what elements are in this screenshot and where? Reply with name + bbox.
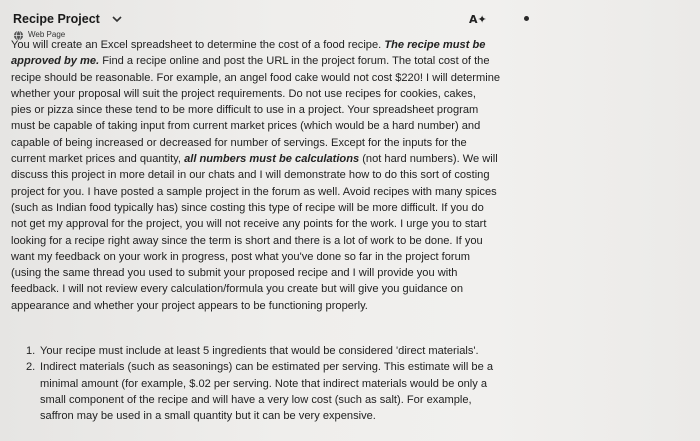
content-type-text: Web Page	[28, 30, 66, 39]
ai-assistant-icon[interactable]	[467, 11, 489, 27]
requirements-list	[26, 343, 536, 424]
text-line: looking for a recipe right away since the term is short and there is a lot of work to be done. If you	[11, 234, 483, 247]
list-item-continuation: saffron may be used in a small quantity but it can be very expensive.	[40, 410, 376, 423]
text-line: (using the same thread you used to submit your proposed recipe and I will provide you with	[11, 267, 458, 280]
list-number: 2.	[26, 361, 36, 374]
text-line: project for you. I have posted a sample project in the forum as well. Avoid recipes with many spices	[11, 185, 497, 198]
list-item	[26, 343, 536, 359]
emphasis-text: The recipe must be	[384, 39, 486, 51]
text-line: appearance and whether your project appears to be functioning properly.	[11, 299, 368, 312]
page-title: Recipe Project	[13, 12, 100, 26]
text-line	[11, 151, 531, 167]
text-line: capable of being increased or decreased for number of servings. Except for the inputs for the	[11, 136, 467, 149]
emphasis-text: all numbers must be calculations	[184, 153, 360, 166]
list-item-continuation: small component of the recipe and will have a very low cost (such as salt). For example,	[40, 393, 472, 406]
more-options-icon[interactable]	[524, 16, 529, 21]
list-item-continuation: minimal amount (for example, $.02 per serving. Note that indirect materials would be only a	[40, 377, 488, 390]
text-line: discuss this project in more detail in our chats and I will demonstrate how to do this sort of costing	[11, 169, 490, 182]
text-line: not get my approval for the project, you will not receive any points for the work. I urge you to start	[11, 218, 487, 231]
text-run: current market prices and quantity,	[11, 153, 185, 166]
ai-label: A✦	[469, 13, 487, 26]
emphasis-text: approved by me.	[11, 55, 100, 68]
list-item-text: Your recipe must include at least 5 ingredients that would be considered 'direct materials'.	[40, 345, 479, 357]
text-line: whether your proposal will suit the project requirements. Do not use recipes for cookies, cakes,	[11, 87, 476, 100]
list-item-text: Indirect materials (such as seasonings) can be estimated per serving. This estimate will be a	[40, 361, 493, 374]
text-line: pies or pizza since these tend to be more difficult to use in a project. Your spreadsheet program	[11, 104, 479, 117]
page-header	[13, 10, 693, 30]
chevron-down-icon[interactable]	[111, 14, 123, 24]
text-line	[11, 37, 531, 53]
text-line	[11, 53, 531, 69]
text-run: Find a recipe online and post the URL in the project forum. The total cost of the	[99, 55, 490, 68]
list-number: 1.	[26, 345, 36, 357]
instructions-paragraph	[11, 37, 531, 314]
text-run: You will create an Excel spreadsheet to determine the cost of a food recipe.	[11, 39, 385, 51]
text-line: recipe should be reasonable. For example, an angel food cake would not cost $220! I will determine	[11, 71, 501, 84]
text-line: feedback. I will not review every calculation/formula you create but will give you guidance on	[11, 283, 463, 296]
text-run: (not hard numbers). We will	[359, 153, 498, 166]
text-line: (such as Indian food typically has) since costing this type of recipe will be more difficult. If you do	[11, 201, 484, 214]
text-line: must be capable of taking input from current market prices (which would be a hard number) and	[11, 120, 481, 133]
text-line: want my feedback on your work in progress, post what you've done so far in the project forum	[11, 250, 471, 263]
list-item	[26, 359, 536, 375]
